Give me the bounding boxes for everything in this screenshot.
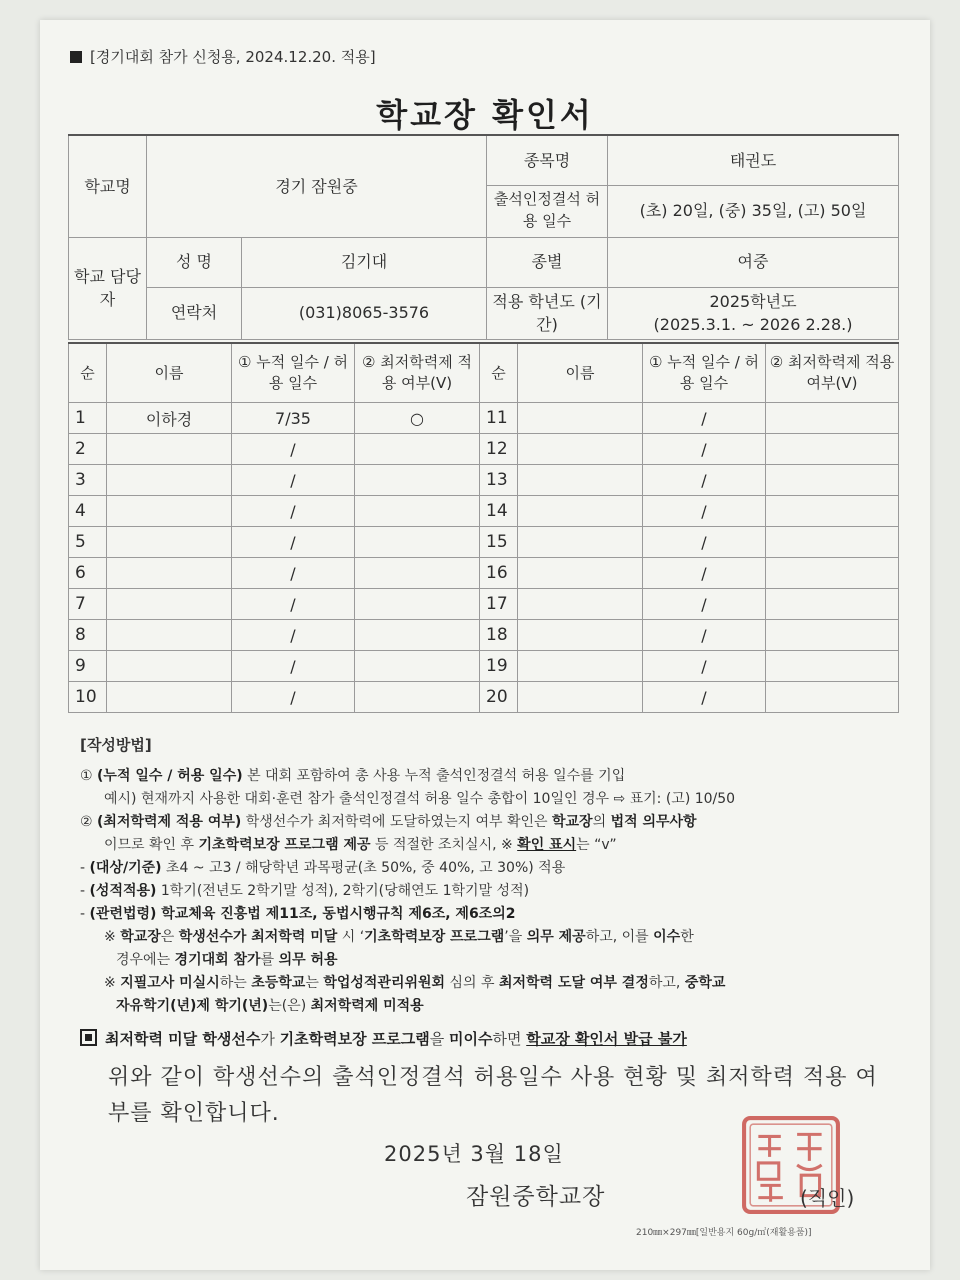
method-l10-t2: 는 bbox=[305, 975, 324, 991]
row-days-left: / bbox=[232, 496, 355, 527]
method-line-5 bbox=[80, 857, 900, 880]
row-days-right: / bbox=[643, 496, 766, 527]
name-label: 성 명 bbox=[147, 237, 242, 287]
row-no-left: 10 bbox=[69, 682, 107, 713]
method-l8-t: 은 bbox=[160, 929, 179, 945]
method-l9-t2: 를 bbox=[260, 952, 279, 968]
method-l9-t: 경우에는 bbox=[116, 952, 175, 968]
row-name-right bbox=[518, 620, 643, 651]
method-l9-allow: 의무 허용 bbox=[278, 952, 338, 968]
method-line-11 bbox=[80, 995, 900, 1018]
method-l1-text: 본 대회 포함하여 총 사용 누적 출석인정결석 허용 일수를 기입 bbox=[242, 768, 626, 784]
row-days-right: / bbox=[643, 527, 766, 558]
method-l5-text: 초4 ~ 고3 / 해당학년 과목평균(초 50%, 중 40%, 고 30%) 적용 bbox=[161, 860, 566, 876]
row-min-left bbox=[355, 434, 480, 465]
dash: - bbox=[80, 860, 90, 876]
method-line-9 bbox=[80, 949, 900, 972]
method-l8-program: 기초학력보장 프로그램 bbox=[364, 929, 505, 945]
row-no-left: 9 bbox=[69, 651, 107, 682]
row-days-left: / bbox=[232, 465, 355, 496]
method-l8-below: 학생선수가 최저학력 미달 bbox=[178, 929, 338, 945]
sport-value: 태권도 bbox=[608, 135, 899, 185]
method-l8-principal: 학교장 bbox=[120, 929, 161, 945]
row-no-left: 6 bbox=[69, 558, 107, 589]
row-min-right bbox=[766, 589, 899, 620]
method-line-3 bbox=[80, 811, 900, 834]
method-l3-principal: 학교장 bbox=[552, 814, 593, 830]
row-days-left: / bbox=[232, 682, 355, 713]
row-no-left: 4 bbox=[69, 496, 107, 527]
row-min-left bbox=[355, 465, 480, 496]
header-days-right: ① 누적 일수 / 허용 일수 bbox=[643, 343, 766, 403]
row-min-left: ○ bbox=[355, 403, 480, 434]
row-no-right: 17 bbox=[480, 589, 518, 620]
box-note-e: 미이수 bbox=[449, 1030, 493, 1048]
header-no-right: 순 bbox=[480, 343, 518, 403]
category-value: 여중 bbox=[608, 237, 899, 287]
row-days-left: / bbox=[232, 651, 355, 682]
method-l5-bold: (대상/기준) bbox=[89, 860, 162, 876]
contact-value: (031)8065-3576 bbox=[242, 287, 487, 339]
method-line-8 bbox=[80, 926, 900, 949]
confirm-statement: 위와 같이 학생선수의 출석인정결석 허용일수 사용 현황 및 최저학력 적용 여부를 확인합니다. bbox=[108, 1065, 878, 1126]
row-min-left bbox=[355, 651, 480, 682]
row-min-right bbox=[766, 558, 899, 589]
method-l11-t: 는(은) bbox=[268, 998, 311, 1014]
row-name-left bbox=[107, 527, 232, 558]
table-body bbox=[69, 403, 899, 713]
header-min-right: ② 최저학력제 적용 여부(V) bbox=[766, 343, 899, 403]
method-l4-text: 이므로 확인 후 bbox=[104, 837, 199, 853]
writing-method bbox=[80, 734, 900, 1051]
row-name-left bbox=[107, 558, 232, 589]
box-note-g: 학교장 확인서 발급 불가 bbox=[526, 1030, 687, 1048]
table-row bbox=[69, 496, 899, 527]
table-row bbox=[69, 620, 899, 651]
row-no-left: 1 bbox=[69, 403, 107, 434]
row-no-right: 12 bbox=[480, 434, 518, 465]
method-l10-middle: 중학교 bbox=[684, 975, 726, 991]
method-line-2: 예시) 현재까지 사용한 대회·훈련 참가 출석인정결석 허용 일수 총합이 10일인 경우 ⇨ 표기: (고) 10/50 bbox=[104, 791, 736, 807]
row-days-right: / bbox=[643, 558, 766, 589]
row-name-left bbox=[107, 589, 232, 620]
method-l8-t4: 하고, 이를 bbox=[585, 929, 654, 945]
circle-1: ① bbox=[80, 768, 93, 784]
signer-name: 잠원중학교장 bbox=[466, 1184, 606, 1210]
row-min-left bbox=[355, 589, 480, 620]
method-l3-text: 학생선수가 최저학력에 도달하였는지 여부 확인은 bbox=[241, 814, 552, 830]
row-min-right bbox=[766, 434, 899, 465]
method-l6-text: 1학기(전년도 2학기말 성적), 2학기(당해연도 1학기말 성적) bbox=[156, 883, 530, 899]
row-days-right: / bbox=[643, 465, 766, 496]
table-row bbox=[69, 434, 899, 465]
table-header-row bbox=[69, 343, 899, 403]
row-min-right bbox=[766, 496, 899, 527]
sport-label: 종목명 bbox=[487, 135, 608, 185]
absence-value: (초) 20일, (중) 35일, (고) 50일 bbox=[608, 185, 899, 237]
method-l10-committee: 학업성적관리위원회 bbox=[323, 975, 446, 991]
square-bullet-icon bbox=[70, 51, 82, 63]
header-name-right: 이름 bbox=[518, 343, 643, 403]
method-l4-v: 는 “v” bbox=[576, 837, 617, 853]
contact-label: 연락처 bbox=[147, 287, 242, 339]
row-min-right bbox=[766, 465, 899, 496]
method-l6-bold: (성적적용) bbox=[89, 883, 157, 899]
table-row bbox=[69, 527, 899, 558]
row-no-right: 16 bbox=[480, 558, 518, 589]
header-days-left: ① 누적 일수 / 허용 일수 bbox=[232, 343, 355, 403]
row-name-right bbox=[518, 558, 643, 589]
row-min-right bbox=[766, 403, 899, 434]
row-no-right: 11 bbox=[480, 403, 518, 434]
issue-date: 2025년 3월 18일 bbox=[384, 1142, 564, 1166]
row-min-left bbox=[355, 558, 480, 589]
seal-label: (직인) bbox=[800, 1186, 855, 1210]
row-name-right bbox=[518, 527, 643, 558]
row-name-left bbox=[107, 682, 232, 713]
row-min-right bbox=[766, 527, 899, 558]
row-name-right bbox=[518, 682, 643, 713]
row-min-left bbox=[355, 620, 480, 651]
row-min-left bbox=[355, 496, 480, 527]
school-label: 학교명 bbox=[69, 135, 147, 237]
row-no-left: 3 bbox=[69, 465, 107, 496]
header-no-left: 순 bbox=[69, 343, 107, 403]
school-value: 경기 잠원중 bbox=[147, 135, 487, 237]
page-title: 학교장 확인서 bbox=[376, 96, 594, 134]
row-no-right: 18 bbox=[480, 620, 518, 651]
row-min-right bbox=[766, 651, 899, 682]
header-min-left: ② 최저학력제 적용 여부(V) bbox=[355, 343, 480, 403]
period-value: (2025.3.1. ~ 2026 2.28.) bbox=[653, 315, 853, 334]
row-name-right bbox=[518, 651, 643, 682]
category-label: 종별 bbox=[487, 237, 608, 287]
student-table bbox=[68, 342, 899, 713]
box-note bbox=[80, 1028, 900, 1051]
row-no-left: 2 bbox=[69, 434, 107, 465]
row-days-left: 7/35 bbox=[232, 403, 355, 434]
table-row bbox=[69, 682, 899, 713]
table-row bbox=[69, 589, 899, 620]
row-days-right: / bbox=[643, 682, 766, 713]
box-note-f: 하면 bbox=[492, 1030, 527, 1048]
row-days-right: / bbox=[643, 403, 766, 434]
method-l11-notapply: 최저학력제 미적용 bbox=[310, 998, 424, 1014]
table-row bbox=[69, 465, 899, 496]
header-note bbox=[70, 46, 376, 67]
method-line-1 bbox=[80, 765, 900, 788]
row-no-right: 13 bbox=[480, 465, 518, 496]
row-name-right bbox=[518, 403, 643, 434]
method-l1-bold: (누적 일수 / 허용 일수) bbox=[97, 768, 243, 784]
method-l11-free: 자유학기(년)제 학기(년) bbox=[116, 998, 269, 1014]
row-min-right bbox=[766, 620, 899, 651]
box-note-c: 기초학력보장 프로그램 bbox=[279, 1030, 430, 1048]
row-name-left bbox=[107, 620, 232, 651]
box-note-b: 가 bbox=[260, 1030, 280, 1048]
row-days-left: / bbox=[232, 589, 355, 620]
table-row bbox=[69, 558, 899, 589]
method-l10-t4: 하고, bbox=[648, 975, 685, 991]
name-value: 김기대 bbox=[242, 237, 487, 287]
year-value: 2025학년도 bbox=[709, 291, 797, 311]
row-days-right: / bbox=[643, 589, 766, 620]
method-title: [작성방법] bbox=[80, 736, 152, 754]
row-min-left bbox=[355, 527, 480, 558]
method-l3-of: 의 bbox=[592, 814, 611, 830]
row-days-right: / bbox=[643, 651, 766, 682]
method-l8-provide: 의무 제공 bbox=[526, 929, 586, 945]
manager-label: 학교 담당자 bbox=[69, 237, 147, 339]
document-page bbox=[40, 20, 930, 1270]
absence-label: 출석인정결석 허용 일수 bbox=[487, 185, 608, 237]
row-days-right: / bbox=[643, 620, 766, 651]
method-l10-decide: 최저학력 도달 여부 결정 bbox=[498, 975, 649, 991]
row-days-left: / bbox=[232, 527, 355, 558]
row-min-right bbox=[766, 682, 899, 713]
method-line-4 bbox=[80, 834, 900, 857]
note-mark: ※ bbox=[104, 929, 121, 945]
table-row bbox=[69, 651, 899, 682]
circle-2: ② bbox=[80, 814, 93, 830]
year-label: 적용 학년도 (기간) bbox=[487, 287, 608, 339]
method-l10-exam: 지필고사 미실시 bbox=[120, 975, 220, 991]
row-name-left bbox=[107, 465, 232, 496]
row-no-right: 19 bbox=[480, 651, 518, 682]
method-l4-text2: 등 적절한 조치실시, ※ bbox=[370, 837, 518, 853]
row-name-right bbox=[518, 496, 643, 527]
method-l10-elem: 초등학교 bbox=[251, 975, 306, 991]
row-name-left bbox=[107, 651, 232, 682]
row-no-right: 20 bbox=[480, 682, 518, 713]
year-cell bbox=[608, 287, 899, 339]
row-min-left bbox=[355, 682, 480, 713]
row-name-right bbox=[518, 465, 643, 496]
row-days-left: / bbox=[232, 620, 355, 651]
row-days-right: / bbox=[643, 434, 766, 465]
row-name-left bbox=[107, 496, 232, 527]
method-l8-t2: 시 ‘ bbox=[337, 929, 365, 945]
header-name-left: 이름 bbox=[107, 343, 232, 403]
row-name-left: 이하경 bbox=[107, 403, 232, 434]
dash: - bbox=[80, 906, 90, 922]
row-name-right bbox=[518, 589, 643, 620]
row-days-left: / bbox=[232, 434, 355, 465]
dash: - bbox=[80, 883, 90, 899]
box-bullet-icon bbox=[80, 1029, 97, 1046]
row-no-right: 15 bbox=[480, 527, 518, 558]
table-row bbox=[69, 403, 899, 434]
method-line-10 bbox=[80, 972, 900, 995]
row-name-right bbox=[518, 434, 643, 465]
row-no-left: 8 bbox=[69, 620, 107, 651]
header-note-text: [경기대회 참가 신청용, 2024.12.20. 적용] bbox=[90, 48, 376, 66]
method-l10-t3: 심의 후 bbox=[445, 975, 499, 991]
method-line-6 bbox=[80, 880, 900, 903]
method-l8-complete: 이수 bbox=[653, 929, 681, 945]
row-days-left: / bbox=[232, 558, 355, 589]
row-no-right: 14 bbox=[480, 496, 518, 527]
method-l4-program: 기초학력보장 프로그램 제공 bbox=[198, 837, 371, 853]
method-l8-t5: 한 bbox=[680, 929, 694, 945]
method-l8-t3: ’을 bbox=[504, 929, 527, 945]
box-note-a: 최저학력 미달 학생선수 bbox=[105, 1030, 261, 1048]
method-line-7 bbox=[80, 903, 900, 926]
method-l4-mark: 확인 표시 bbox=[517, 837, 577, 853]
row-no-left: 7 bbox=[69, 589, 107, 620]
info-table bbox=[68, 134, 899, 340]
method-l9-game: 경기대회 참가 bbox=[174, 952, 261, 968]
method-l3-bold: (최저학력제 적용 여부) bbox=[97, 814, 242, 830]
note-mark: ※ bbox=[104, 975, 121, 991]
row-no-left: 5 bbox=[69, 527, 107, 558]
method-l10-t: 하는 bbox=[219, 975, 252, 991]
box-note-d: 을 bbox=[429, 1030, 450, 1048]
method-l7-bold: (관련법령) 학교체육 진흥법 제11조, 동법시행규칙 제6조, 제6조의2 bbox=[89, 906, 516, 922]
paper-spec: 210㎜×297㎜[일반용지 60g/㎡(재활용품)] bbox=[636, 1228, 812, 1238]
method-l3-duty: 법적 의무사항 bbox=[610, 814, 697, 830]
row-name-left bbox=[107, 434, 232, 465]
